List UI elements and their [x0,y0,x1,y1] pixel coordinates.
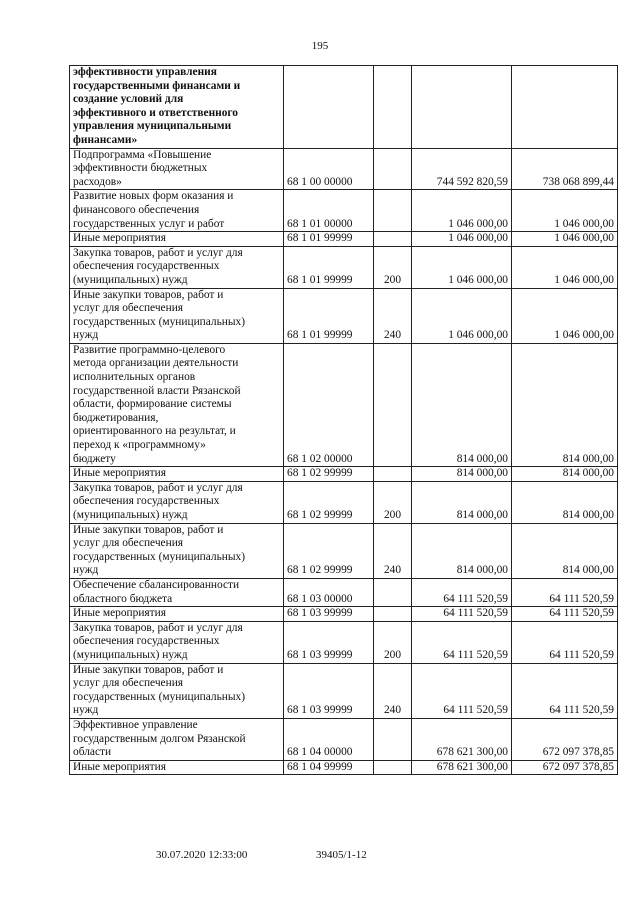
row-amount-2 [512,66,618,149]
row-expense-type [374,343,412,466]
row-code: 68 1 01 99999 [284,288,374,343]
row-amount-1: 1 046 000,00 [412,190,512,232]
table-row [70,578,618,606]
row-expense-type: 240 [374,288,412,343]
row-expense-type [374,190,412,232]
table-row [70,190,618,232]
row-expense-type [374,607,412,622]
row-expense-type [374,66,412,149]
row-name: Обеспечение сбалансированности областного бюджета [70,578,284,606]
row-code: 68 1 01 99999 [284,232,374,247]
table-row [70,760,618,775]
row-name: Иные мероприятия [70,607,284,622]
row-amount-2: 1 046 000,00 [512,232,618,247]
row-amount-2: 64 111 520,59 [512,578,618,606]
row-amount-2: 1 046 000,00 [512,288,618,343]
table-row [70,621,618,663]
row-expense-type [374,718,412,760]
row-code: 68 1 03 99999 [284,663,374,718]
table-row [70,288,618,343]
table-row [70,246,618,288]
row-code: 68 1 04 99999 [284,760,374,775]
table-row [70,343,618,466]
row-amount-2: 672 097 378,85 [512,760,618,775]
row-name: Иные мероприятия [70,232,284,247]
budget-table-body [70,66,618,775]
row-name: Иные закупки товаров, работ и услуг для обеспечения государственных (муниципальных) нужд [70,523,284,578]
row-expense-type [374,148,412,190]
row-amount-1: 744 592 820,59 [412,148,512,190]
row-name: эффективности управления государственными финансами и создание условий для эффективного и ответственного управления муниципальными финансами» [70,66,284,149]
row-amount-1 [412,66,512,149]
row-expense-type [374,760,412,775]
table-row [70,481,618,523]
row-amount-1: 814 000,00 [412,467,512,482]
row-amount-2: 1 046 000,00 [512,190,618,232]
row-amount-1: 64 111 520,59 [412,663,512,718]
row-amount-1: 814 000,00 [412,343,512,466]
table-row [70,663,618,718]
row-name: Развитие программно-целевого метода организации деятельности исполнительных органов государственной власти Рязанской области, формирование системы бюджетирования, ориентированного на результат, и переход к «программному» бюджету [70,343,284,466]
row-code: 68 1 03 99999 [284,607,374,622]
row-amount-2: 814 000,00 [512,343,618,466]
row-name: Закупка товаров, работ и услуг для обеспечения государственных (муниципальных) нужд [70,246,284,288]
row-expense-type: 240 [374,663,412,718]
row-amount-1: 1 046 000,00 [412,288,512,343]
table-row [70,148,618,190]
row-amount-2: 738 068 899,44 [512,148,618,190]
table-row [70,467,618,482]
row-expense-type: 200 [374,621,412,663]
row-code: 68 1 01 00000 [284,190,374,232]
row-code: 68 1 02 00000 [284,343,374,466]
row-code [284,66,374,149]
row-amount-2: 1 046 000,00 [512,246,618,288]
row-amount-2: 814 000,00 [512,523,618,578]
table-row [70,607,618,622]
row-amount-1: 64 111 520,59 [412,607,512,622]
row-expense-type [374,232,412,247]
footer-timestamp: 30.07.2020 12:33:00 [156,849,248,861]
table-row [70,66,618,149]
row-code: 68 1 03 00000 [284,578,374,606]
row-name: Иные закупки товаров, работ и услуг для обеспечения государственных (муниципальных) нужд [70,288,284,343]
row-amount-1: 64 111 520,59 [412,621,512,663]
table-row [70,232,618,247]
row-expense-type: 200 [374,481,412,523]
page-number: 195 [311,40,329,52]
row-code: 68 1 01 99999 [284,246,374,288]
row-expense-type: 200 [374,246,412,288]
row-code: 68 1 02 99999 [284,467,374,482]
row-amount-1: 678 621 300,00 [412,718,512,760]
row-amount-1: 1 046 000,00 [412,232,512,247]
row-amount-2: 64 111 520,59 [512,621,618,663]
row-amount-1: 814 000,00 [412,481,512,523]
row-amount-2: 64 111 520,59 [512,663,618,718]
row-name: Подпрограмма «Повышение эффективности бюджетных расходов» [70,148,284,190]
row-name: Развитие новых форм оказания и финансового обеспечения государственных услуг и работ [70,190,284,232]
row-name: Иные закупки товаров, работ и услуг для обеспечения государственных (муниципальных) нужд [70,663,284,718]
row-code: 68 1 03 99999 [284,621,374,663]
row-name: Закупка товаров, работ и услуг для обеспечения государственных (муниципальных) нужд [70,621,284,663]
footer-doc-number: 39405/1-12 [316,849,367,861]
row-code: 68 1 04 00000 [284,718,374,760]
row-code: 68 1 02 99999 [284,481,374,523]
row-name: Иные мероприятия [70,467,284,482]
table-row [70,523,618,578]
row-amount-1: 1 046 000,00 [412,246,512,288]
row-code: 68 1 00 00000 [284,148,374,190]
row-expense-type [374,578,412,606]
row-code: 68 1 02 99999 [284,523,374,578]
row-expense-type [374,467,412,482]
row-name: Иные мероприятия [70,760,284,775]
row-amount-2: 814 000,00 [512,481,618,523]
row-amount-2: 814 000,00 [512,467,618,482]
row-amount-2: 672 097 378,85 [512,718,618,760]
row-name: Эффективное управление государственным долгом Рязанской области [70,718,284,760]
table-row [70,718,618,760]
row-amount-1: 64 111 520,59 [412,578,512,606]
row-expense-type: 240 [374,523,412,578]
row-amount-1: 814 000,00 [412,523,512,578]
budget-table [69,65,618,775]
row-name: Закупка товаров, работ и услуг для обеспечения государственных (муниципальных) нужд [70,481,284,523]
row-amount-2: 64 111 520,59 [512,607,618,622]
row-amount-1: 678 621 300,00 [412,760,512,775]
